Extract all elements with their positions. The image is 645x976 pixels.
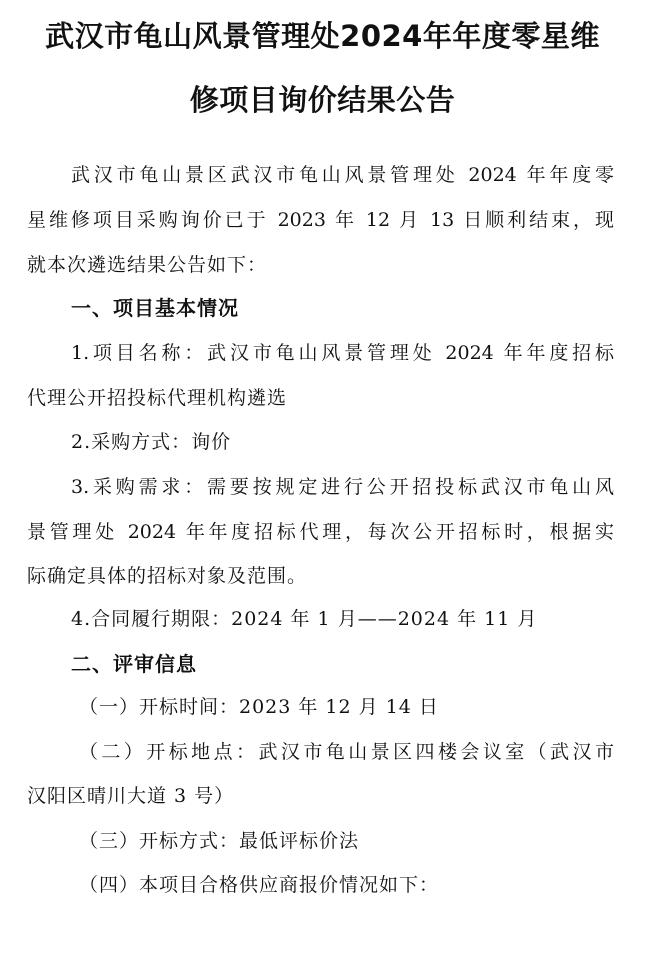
intro-line-1: 武汉市龟山景区武汉市龟山风景管理处 2024 年年度零	[71, 164, 614, 186]
bid-evaluation-method: （三）开标方式：最低评标价法	[79, 830, 360, 852]
project-name-line-1: 1.项目名称：武汉市龟山风景管理处 2024 年年度招标	[71, 342, 614, 364]
intro-line-3: 就本次遴选结果公告如下：	[27, 254, 268, 276]
document-title-line-1: 武汉市龟山风景管理处2024年年度零星维	[45, 19, 600, 53]
supplier-quotation-intro: （四）本项目合格供应商报价情况如下：	[79, 874, 440, 896]
bid-opening-location-line-1: （二）开标地点：武汉市龟山景区四楼会议室（武汉市	[79, 741, 614, 763]
procurement-requirement-line-2: 景管理处 2024 年年度招标代理，每次公开招标时，根据实	[27, 521, 614, 543]
section-2-heading: 二、评审信息	[71, 652, 197, 676]
project-name-line-2: 代理公开招投标代理机构遴选	[27, 387, 288, 409]
procurement-requirement-line-1: 3.采购需求：需要按规定进行公开招投标武汉市龟山风	[71, 476, 614, 498]
section-1-heading: 一、项目基本情况	[71, 296, 239, 320]
procurement-method: 2.采购方式：询价	[71, 431, 232, 453]
bid-opening-location-line-2: 汉阳区晴川大道 3 号）	[27, 785, 235, 807]
intro-line-2: 星维修项目采购询价已于 2023 年 12 月 13 日顺利结束，现	[27, 209, 614, 231]
document-title-line-2: 修项目询价结果公告	[189, 83, 456, 117]
bid-opening-time: （一）开标时间：2023 年 12 月 14 日	[79, 696, 439, 718]
procurement-requirement-line-3: 际确定具体的招标对象及范围。	[27, 565, 308, 587]
contract-period: 4.合同履行期限：2024 年 1 月——2024 年 11 月	[71, 608, 538, 630]
